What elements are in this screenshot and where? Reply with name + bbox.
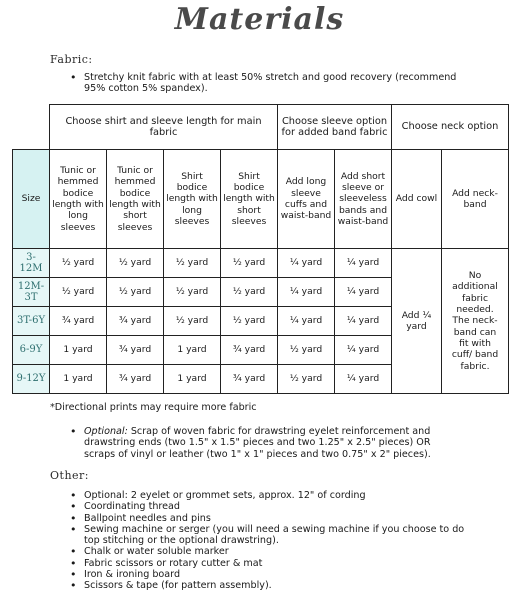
materials-table xyxy=(12,104,509,394)
table-cell: ¾ yard xyxy=(50,307,107,336)
fabric-list xyxy=(64,72,464,95)
table-column-header-row xyxy=(13,150,509,249)
neckband-cell: No additional fabric needed. The neck-band can fit with cuff/ band fabric. xyxy=(442,249,509,394)
list-item: • Iron & ironing board xyxy=(64,569,469,580)
column-header-size: Size xyxy=(13,150,50,249)
list-item: • Ballpoint needles and pins xyxy=(64,513,469,524)
column-header-neckband: Add neck-band xyxy=(442,150,509,249)
table-cell: ½ yard xyxy=(221,307,278,336)
table-cell: ¼ yard xyxy=(335,336,392,365)
column-header-shirt-long: Shirt bodice length with long sleeves xyxy=(164,150,221,249)
table-row xyxy=(13,249,509,278)
column-header-tunic-short: Tunic or hemmed bodice length with short sleeves xyxy=(107,150,164,249)
table-cell: ¾ yard xyxy=(107,307,164,336)
table-cell: ¾ yard xyxy=(107,336,164,365)
table-cell: ¼ yard xyxy=(335,278,392,307)
table-cell: ¼ yard xyxy=(335,365,392,394)
table-cell: ¼ yard xyxy=(278,307,335,336)
table-cell: 1 yard xyxy=(164,336,221,365)
table-cell: ½ yard xyxy=(50,249,107,278)
woven-text: Scrap of woven fabric for drawstring eyelet reinforcement and drawstring ends (two 1.5" x 1.5" pieces and two 1.25" x 2.5" pieces) OR scraps of vinyl or leather (two 1" x 1" pieces and two 0.75" x 2" pieces). xyxy=(84,426,431,460)
table-cell: ¾ yard xyxy=(107,365,164,394)
table-group-header-row xyxy=(13,105,509,150)
size-cell: 3-12M xyxy=(13,249,50,278)
size-cell: 3T-6Y xyxy=(13,307,50,336)
group-header-main: Choose shirt and sleeve length for main fabric xyxy=(50,105,278,150)
group-header-neck: Choose neck option xyxy=(392,105,509,150)
table-cell: ¼ yard xyxy=(335,249,392,278)
woven-bullet xyxy=(64,426,459,460)
list-item: • Scissors & tape (for pattern assembly). xyxy=(64,580,469,591)
list-item: • Coordinating thread xyxy=(64,501,469,512)
column-header-tunic-long: Tunic or hemmed bodice length with long sleeves xyxy=(50,150,107,249)
table-cell: ½ yard xyxy=(278,336,335,365)
table-cell: ¼ yard xyxy=(278,278,335,307)
table-cell: ¼ yard xyxy=(335,307,392,336)
list-item: • Sewing machine or serger (you will need a sewing machine if you choose to do top stitching or the optional drawstring). xyxy=(64,524,469,547)
column-header-cowl: Add cowl xyxy=(392,150,442,249)
list-item: • Chalk or water soluble marker xyxy=(64,546,469,557)
optional-label: Optional: xyxy=(84,426,128,437)
size-cell: 6-9Y xyxy=(13,336,50,365)
table-cell: ½ yard xyxy=(107,278,164,307)
group-header-sleeve: Choose sleeve option for added band fabric xyxy=(278,105,392,150)
fabric-section-label: Fabric: xyxy=(50,53,93,66)
table-cell: 1 yard xyxy=(164,365,221,394)
other-section-label: Other: xyxy=(50,469,89,482)
list-item: • Optional: 2 eyelet or grommet sets, approx. 12" of cording xyxy=(64,490,469,501)
table-cell: ½ yard xyxy=(164,278,221,307)
table-cell: ½ yard xyxy=(164,249,221,278)
column-header-shirt-short: Shirt bodice length with short sleeves xyxy=(221,150,278,249)
directional-prints-note: *Directional prints may require more fabric xyxy=(50,402,257,413)
table-corner xyxy=(13,105,50,150)
size-cell: 12M-3T xyxy=(13,278,50,307)
table-cell: ½ yard xyxy=(107,249,164,278)
fabric-bullet: • Stretchy knit fabric with at least 50% stretch and good recovery (recommend 95% cotton 5% spandex). xyxy=(64,72,464,95)
table-cell: ½ yard xyxy=(50,278,107,307)
table-cell: ¾ yard xyxy=(221,365,278,394)
table-cell: ¾ yard xyxy=(221,336,278,365)
table-cell: ½ yard xyxy=(278,365,335,394)
cowl-cell: Add ¼ yard xyxy=(392,249,442,394)
other-list xyxy=(64,490,469,592)
table-cell: ¼ yard xyxy=(278,249,335,278)
size-cell: 9-12Y xyxy=(13,365,50,394)
column-header-long-cuffs: Add long sleeve cuffs and waist-band xyxy=(278,150,335,249)
table-cell: ½ yard xyxy=(221,278,278,307)
table-cell: ½ yard xyxy=(164,307,221,336)
woven-list xyxy=(64,426,459,460)
page-title: Materials xyxy=(174,2,345,37)
list-item: • Fabric scissors or rotary cutter & mat xyxy=(64,558,469,569)
column-header-short-bands: Add short sleeve or sleeveless bands and waist-band xyxy=(335,150,392,249)
table-cell: 1 yard xyxy=(50,336,107,365)
table-cell: ½ yard xyxy=(221,249,278,278)
table-cell: 1 yard xyxy=(50,365,107,394)
